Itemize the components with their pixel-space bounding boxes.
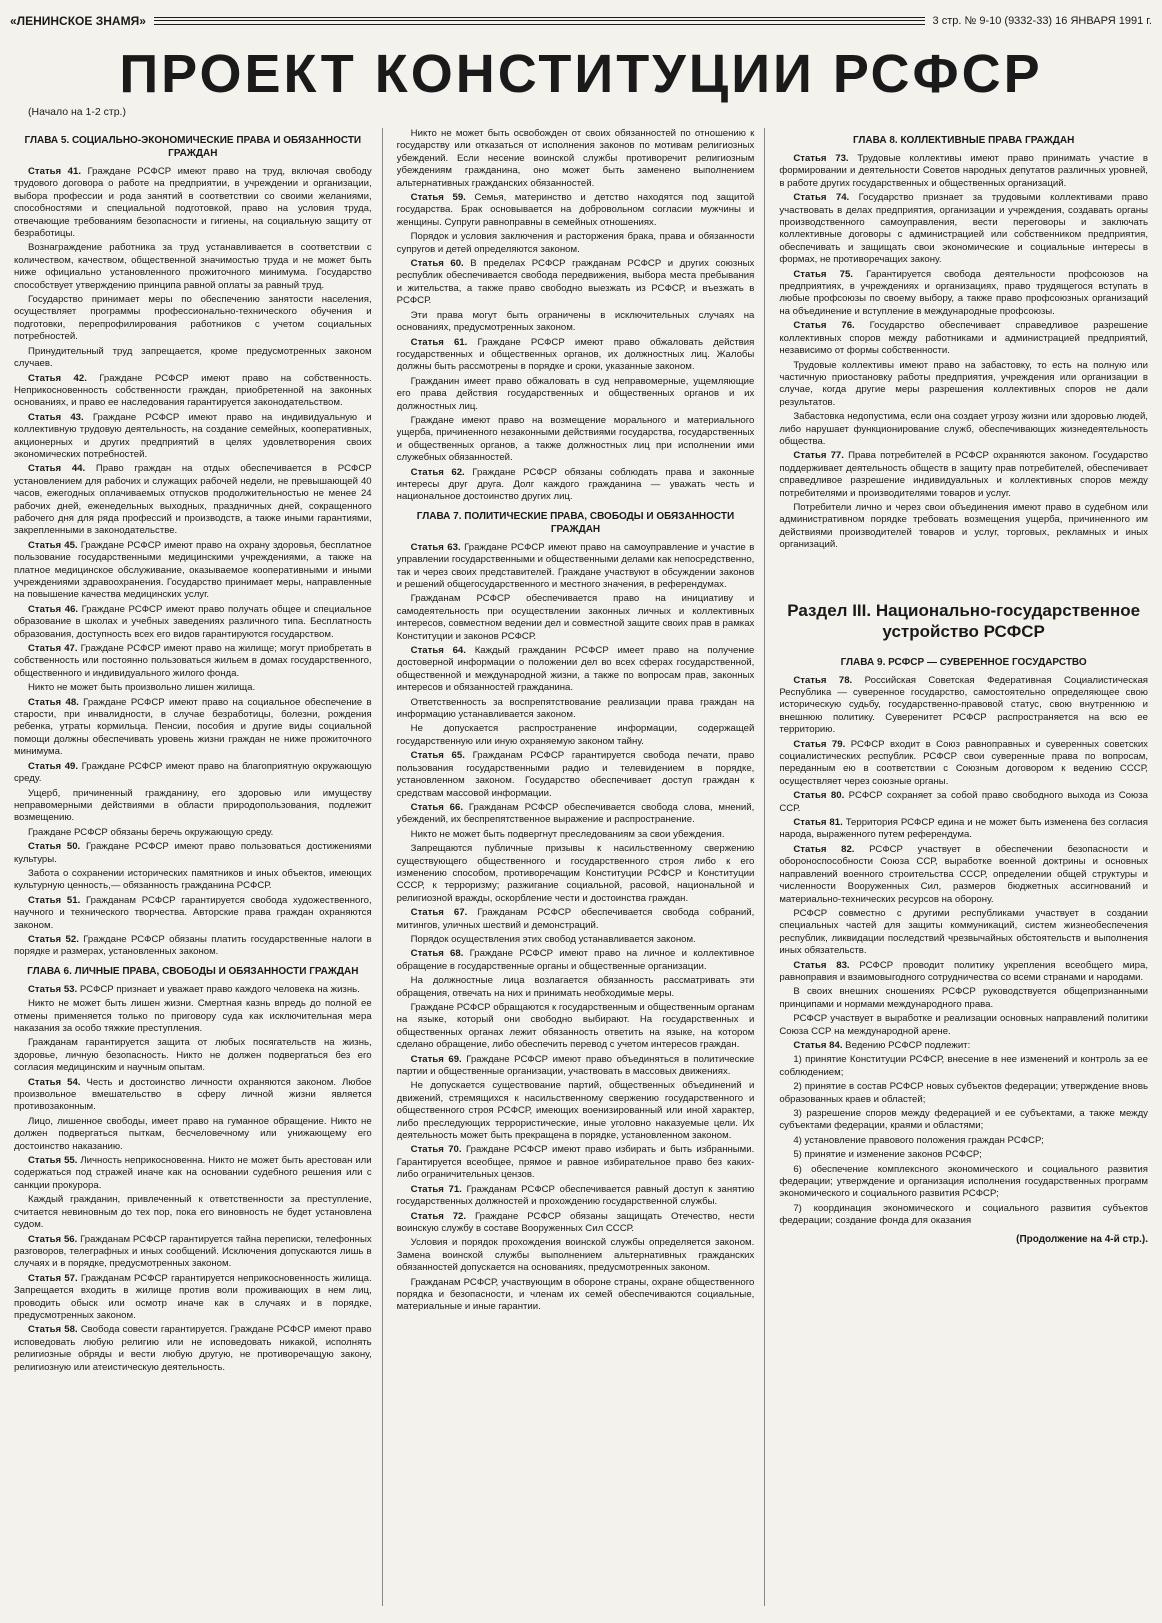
article-text: Гражданам РСФСР, участвующим в обороне страны, охране общественного порядка и безопасности, и членам их семей обеспечиваются социальные, материальные и иные гарантии. xyxy=(396,1276,755,1313)
article-text: Граждане РСФСР имеют право на личное и коллективное обращение в государственные органы и общественные организации. xyxy=(396,948,755,972)
article-paragraph xyxy=(14,984,372,996)
article-paragraph xyxy=(397,907,755,932)
article-number: Статья 69. xyxy=(410,1053,462,1065)
article-number: Статья 46. xyxy=(28,603,79,615)
article-number: Статья 59. xyxy=(410,192,466,204)
article-paragraph xyxy=(779,675,1148,737)
article-paragraph xyxy=(779,320,1148,357)
article-text: РСФСР участвует в выработке и реализации основных направлений политики Союза ССР на международной арене. xyxy=(779,1013,1148,1037)
article-paragraph xyxy=(14,1273,372,1323)
article-paragraph xyxy=(779,817,1148,842)
article-paragraph xyxy=(779,844,1148,906)
article-number: Статья 41. xyxy=(28,166,81,177)
article-number: Статья 71. xyxy=(410,1183,462,1195)
article-text: Граждане РСФСР обязаны соблюдать права и законные интересы друг друга. Долг каждого гражданина — уважать честь и национальное достоинство других лиц. xyxy=(396,466,755,503)
article-paragraph xyxy=(779,1203,1148,1228)
article-text: Никто не может быть лишен жизни. Смертная казнь впредь до полной ее отмены применяется только по приговору суда как исключительная мера наказания за особо тяжкие преступления. xyxy=(14,998,372,1034)
article-paragraph xyxy=(14,827,372,839)
section-heading: Раздел III. Национально-государственное устройство РСФСР xyxy=(787,600,1141,641)
article-text: Ведению РСФСР подлежит: xyxy=(845,1039,971,1051)
article-number: Статья 72. xyxy=(410,1210,467,1222)
article-text: 1) принятие Конституции РСФСР, внесение в нее изменений и контроль за ее соблюдением; xyxy=(779,1054,1148,1078)
article-text: Гражданам РСФСР обеспечивается право на инициативу и самодеятельность при осуществлении законных личных и коллективных интересов, совместном ведении дел и совместной защите своих прав в рамках Конституции и законов РСФСР. xyxy=(396,593,755,642)
article-paragraph xyxy=(779,960,1148,985)
article-paragraph xyxy=(14,761,372,786)
article-text: РСФСР проводит политику укрепления всеобщего мира, равноправия и взаимовыгодного сотрудничества со всеми странами и народами. xyxy=(779,959,1148,983)
article-text: Забастовка недопустима, если она создает угрозу жизни или здоровью людей, либо нарушает функционирование служб, обеспечивающих жизнедеятельность общества. xyxy=(779,411,1148,447)
article-columns xyxy=(14,128,1148,1606)
article-paragraph xyxy=(14,998,372,1035)
article-number: Статья 74. xyxy=(793,192,850,204)
article-number: Статья 44. xyxy=(28,463,86,475)
article-paragraph xyxy=(779,1013,1148,1038)
article-number: Статья 81. xyxy=(793,817,843,829)
article-text: Государство признает за трудовыми коллективами право участвовать в делах предприятия, организации и учреждения, создавать органы производственного самоуправления, вести переговоры и заключать коллективные договоры с администрацией или собственником предприятия, обеспечивать и защищать свои экономические и социальные интересы в формах, не противоречащих закону. xyxy=(779,192,1148,266)
article-text: Граждане РСФСР имеют право на собственность. Неприкосновенность собственности граждан, приобретенной на законных основаниях, и право ее наследования гарантируется законодательством. xyxy=(14,372,372,409)
article-paragraph xyxy=(397,310,755,335)
article-paragraph xyxy=(14,1155,372,1192)
article-text: 6) обеспечение комплексного экономического и социального развития федерации; утверждение и организация исполнения государственных программ экономического и социального развития РСФСР; xyxy=(779,1163,1148,1200)
article-text: РСФСР входит в Союз равноправных и суверенных советских социалистических республик. РСФСР свои суверенные права по вопросам, переданным ею в соответствии с Союзным договором к ведению СССР, осуществляет через союзные органы. xyxy=(779,738,1148,787)
article-paragraph xyxy=(779,1135,1148,1147)
masthead xyxy=(10,10,1152,32)
article-paragraph xyxy=(14,1077,372,1114)
article-paragraph xyxy=(779,790,1148,815)
article-number: Статья 58. xyxy=(28,1324,78,1336)
article-paragraph xyxy=(779,153,1148,190)
article-number: Статья 73. xyxy=(793,153,849,164)
article-number: Статья 42. xyxy=(28,372,87,384)
article-number: Статья 66. xyxy=(410,801,463,813)
article-paragraph xyxy=(779,739,1148,789)
article-paragraph xyxy=(397,337,755,374)
article-paragraph xyxy=(14,604,372,641)
article-number: Статья 77. xyxy=(793,450,844,462)
article-paragraph xyxy=(779,192,1148,266)
article-paragraph xyxy=(397,723,755,748)
article-text: Личность неприкосновенна. Никто не может быть арестован или содержаться под стражей иначе как на основании судебного решения или с санкции прокурора. xyxy=(14,1155,372,1191)
article-paragraph xyxy=(779,908,1148,958)
article-text: Принудительный труд запрещается, кроме предусмотренных законом случаев. xyxy=(14,345,372,370)
article-text: Лицо, лишенное свободы, имеет право на гуманное обращение. Никто не должен подвергаться пыткам, бесчеловечному или унижающему его достоинство наказанию. xyxy=(14,1115,372,1152)
article-paragraph xyxy=(14,895,372,932)
article-paragraph xyxy=(14,463,372,537)
article-text: РСФСР совместно с другими республиками участвует в создании специальных частей для защиты коммуникаций, систем жизнеобеспечения республик, ликвидации последствий чрезвычайных обстоятельств и выполнения иных обязательств. xyxy=(779,907,1148,957)
article-text: Государство обеспечивает справедливое разрешение коллективных споров между работниками и администрацией предприятий, независимо от формы собственности. xyxy=(779,320,1148,357)
chapter-heading: ГЛАВА 7. ПОЛИТИЧЕСКИЕ ПРАВА, СВОБОДЫ И ОБЯЗАННОСТИ ГРАЖДАН xyxy=(416,510,735,535)
article-text: Гражданам РСФСР обеспечивается равный доступ к занятию государственных должностей и прохождению государственной службы. xyxy=(396,1183,755,1208)
article-number: Статья 49. xyxy=(28,760,79,772)
article-text: Семья, материнство и детство находятся под защитой государства. Брак основывается на добровольном согласии мужчины и женщины. Супруги равноправны в семейных отношениях. xyxy=(396,192,755,228)
article-text: Граждане РСФСР обязаны беречь окружающую среду. xyxy=(28,826,274,838)
article-text: Никто не может быть освобожден от своих обязанностей по отношению к государству или отказаться от исполнения законов по мотивам религиозных убеждений. Если несение воинской службы противоречит религиозным убеждениям гражданина, оно может быть заменено выполнением альтернативных гражданских обязанностей. xyxy=(396,128,755,189)
article-paragraph xyxy=(779,1164,1148,1201)
article-paragraph xyxy=(397,1002,755,1052)
article-text: 3) разрешение споров между федерацией и ее субъектами, а также между субъектами федерации, краями и областями; xyxy=(779,1108,1148,1132)
article-paragraph xyxy=(397,1080,755,1142)
article-text: Граждане РСФСР имеют право избирать и быть избранными. Гарантируется всеобщее, прямое и равное избирательное право без каких-либо ограничительных цензов. xyxy=(396,1144,755,1181)
article-paragraph xyxy=(14,868,372,893)
article-paragraph xyxy=(397,1237,755,1274)
article-paragraph xyxy=(397,975,755,1000)
article-paragraph xyxy=(14,1116,372,1153)
article-text: Граждане РСФСР имеют право пользоваться достижениями культуры. xyxy=(14,841,372,865)
article-paragraph xyxy=(397,802,755,827)
article-text: Российская Советская Федеративная Социалистическая Республика — суверенное государство, самостоятельно определяющее свою историческую судьбу, государственно-правовой статус, свою внутреннюю и внешнюю политику. Суверенитет РСФСР распространяется на всю ее территорию. xyxy=(779,674,1148,736)
page-title: ПРОЕКТ КОНСТИТУЦИИ РСФСР xyxy=(119,44,1043,104)
article-paragraph xyxy=(779,1108,1148,1133)
article-paragraph xyxy=(397,192,755,229)
article-paragraph xyxy=(14,841,372,866)
article-paragraph xyxy=(397,376,755,413)
issue-info: 3 стр. № 9-10 (9332-33) 16 ЯНВАРЯ 1991 г. xyxy=(932,15,1152,27)
article-paragraph xyxy=(14,788,372,825)
article-text: Граждане РСФСР обязаны платить государственные налоги в порядке и размерах, установленных законом. xyxy=(14,933,372,958)
article-text: Граждане РСФСР имеют право объединяться в политические партии и общественные организации, участвовать в массовых движениях. xyxy=(396,1053,755,1078)
article-paragraph xyxy=(397,697,755,722)
article-text: Порядок осуществления этих свобод устанавливается законом. xyxy=(410,933,696,945)
article-number: Статья 70. xyxy=(410,1144,462,1156)
chapter-heading: ГЛАВА 6. ЛИЧНЫЕ ПРАВА, СВОБОДЫ И ОБЯЗАННОСТИ ГРАЖДАН xyxy=(27,965,359,977)
article-text: Гражданам РСФСР гарантируется свобода печати, право пользования государственными радио и телевидением в порядке, установленном законом. Государство обеспечивает доступ граждан к средствам массовой информации. xyxy=(396,750,755,799)
article-number: Статья 55. xyxy=(28,1155,78,1167)
article-text: Граждане РСФСР имеют право на индивидуальную и коллективную трудовую деятельность, на создание семейных, кооперативных, акционерных и других предприятий в целях удовлетворения своих экономических потребностей. xyxy=(14,411,372,460)
article-number: Статья 63. xyxy=(410,541,461,553)
article-paragraph xyxy=(397,1277,755,1314)
article-text: Гражданам гарантируется защита от любых посягательств на жизнь, здоровье, личную безопасность. Никто не должен подвергаться без его согласия медицинским и научным опытам. xyxy=(14,1037,372,1074)
article-text: Граждане РСФСР имеют право на самоуправление и участие в управлении государственными и общественными делами как непосредственно, так и через своих представителей. Граждане участвуют в обсуждении законов и решений общегосударственного и местного значения, в референдумах. xyxy=(396,541,755,590)
article-text: Эти права могут быть ограничены в исключительных случаях на основаниях, предусмотренных законом. xyxy=(396,309,755,334)
article-number: Статья 64. xyxy=(410,645,466,657)
article-number: Статья 45. xyxy=(28,539,78,551)
article-paragraph xyxy=(779,1054,1148,1079)
article-text: Государство принимает меры по обеспечению занятости населения, осуществляет программы профессионально-технического обучения и подготовки, перепрофилирования работников с учетом социальных потребностей. xyxy=(14,294,372,343)
article-paragraph xyxy=(779,502,1148,552)
article-number: Статья 83. xyxy=(793,959,850,971)
article-paragraph xyxy=(14,242,372,292)
column-1 xyxy=(14,128,383,1606)
article-text: Никто не может быть подвергнут преследованиям за свои убеждения. xyxy=(410,828,725,840)
article-paragraph xyxy=(14,1037,372,1074)
article-number: Статья 50. xyxy=(28,841,81,853)
article-number: Статья 47. xyxy=(28,643,78,655)
article-paragraph xyxy=(397,542,755,592)
article-number: Статья 67. xyxy=(410,907,468,919)
article-text: Граждане РСФСР обращаются к государственным и общественным органам на языке, который они свободно выбирают. На государственных и общественных органах лежит обязанность ответить на языке, на котором сделано обращение, либо обеспечить перевод с учетом интересов граждан. xyxy=(396,1002,755,1051)
article-number: Статья 75. xyxy=(793,268,853,280)
article-paragraph xyxy=(14,697,372,759)
article-paragraph xyxy=(14,373,372,410)
article-text: 2) принятие в состав РСФСР новых субъектов федерации; утверждение вновь образованных краев и областей; xyxy=(779,1081,1148,1105)
article-paragraph xyxy=(779,986,1148,1011)
article-text: Граждане РСФСР имеют право на труд, включая свободу трудового договора о работе на предприятии, в учреждении и организации, выбора профессии и рода занятий в соответствии со своими желаниями, способностями и специальной подготовкой, право на условия труда, отвечающие требованиям безопасности и гигиены, на социальную защиту от безработицы. xyxy=(14,166,372,240)
article-paragraph xyxy=(779,269,1148,319)
article-paragraph xyxy=(397,1211,755,1236)
article-text: 7) координация экономического и социального развития субъектов федерации; создание фонда для оказания xyxy=(779,1202,1148,1227)
article-paragraph xyxy=(397,415,755,465)
article-paragraph xyxy=(779,450,1148,500)
masthead-rule xyxy=(154,17,925,25)
article-text: В своих внешних сношениях РСФСР руководствуется общепризнанными принципами и нормами международного права. xyxy=(779,986,1148,1010)
column-2 xyxy=(397,128,766,1606)
article-text: Порядок и условия заключения и расторжения брака, права и обязанности супругов и детей определяются законом. xyxy=(396,231,755,255)
article-text: В пределах РСФСР гражданам РСФСР и других союзных республик обеспечивается свобода передвижения, выбора места пребывания и жительства, а также право свободно выезжать из РСФСР, и въезжать в РСФСР. xyxy=(396,258,755,307)
article-text: Трудовые коллективы имеют право принимать участие в формировании и деятельности Советов народных депутатов различных уровней, в работе других государственных и общественных организаций. xyxy=(779,153,1148,189)
article-paragraph xyxy=(14,1194,372,1231)
article-text: Свобода совести гарантируется. Граждане РСФСР имеют право исповедовать любую религию или не исповедовать никакой, исполнять религиозные обряды и вести любую другую, не противоречащую закону, религиозную или атеистическую деятельность. xyxy=(14,1324,372,1373)
article-number: Статья 60. xyxy=(410,258,464,270)
article-text: Право граждан на отдых обеспечивается в РСФСР установлением для рабочих и служащих рабочей недели, не превышающей 40 часов, ежегодных оплачиваемых отпусков продолжительностью не менее 24 рабочих дней, еженедельных выходных, праздничных дней, сокращенного рабочего дня для ряда профессий и производств, а также иными гарантиями, закрепленными в законодательстве. xyxy=(14,463,372,537)
article-number: Статья 65. xyxy=(410,750,465,762)
article-text: Граждане РСФСР имеют право получать общее и специальное образование в школах и учебных заведениях различного типа. Бесплатность образования, доступность всех его видов гарантируются государством. xyxy=(14,603,372,640)
article-text: Территория РСФСР едина и не может быть изменена без согласия народа, выраженного путем референдума. xyxy=(779,817,1148,841)
article-number: Статья 68. xyxy=(410,948,464,960)
article-text: Ущерб, причиненный гражданину, его здоровью или имуществу неправомерными действиями в области природопользования, подлежит возмещению. xyxy=(14,787,372,824)
article-paragraph xyxy=(397,593,755,643)
article-number: Статья 48. xyxy=(28,696,79,708)
article-text: Граждане РСФСР имеют право на благоприятную окружающую среду. xyxy=(14,760,372,785)
article-text: Забота о сохранении исторических памятников и иных объектов, имеющих культурную ценность,— обязанность гражданина РСФСР. xyxy=(14,867,372,892)
article-number: Статья 82. xyxy=(793,843,855,855)
continued-note: (Продолжение на 4-й стр.). xyxy=(1016,1233,1148,1245)
article-text: Запрещаются публичные призывы к насильственному свержению существующего общественного и государственного строя либо к его изменению способом, противоречащим Конституции РСФСР и Конституции СССР, к терроризму; разжигание социальной, расовой, национальной и религиозной вражды, оскорбление чести и достоинства граждан. xyxy=(396,843,755,904)
article-text: Гражданин имеет право обжаловать в суд неправомерные, ущемляющие его права действия государственных и общественных органов и их должностных лиц. xyxy=(396,375,755,412)
article-text: РСФСР сохраняет за собой право свободного выхода из Союза ССР. xyxy=(779,790,1148,814)
article-paragraph xyxy=(397,1144,755,1181)
article-text: На должностные лица возлагается обязанность рассматривать эти обращения, отвечать на них и принимать необходимые меры. xyxy=(396,975,755,999)
chapter-heading: ГЛАВА 9. РСФСР — СУВЕРЕННОЕ ГОСУДАРСТВО xyxy=(840,656,1087,668)
article-number: Статья 54. xyxy=(28,1076,81,1088)
article-text: Потребители лично и через свои объединения имеют право в судебном или административном порядке требовать возмещения ущерба, причиненного им действиями производителей товаров и услуг, торговых, рекламных и иных организаций. xyxy=(779,501,1148,551)
chapter-heading: ГЛАВА 8. КОЛЛЕКТИВНЫЕ ПРАВА ГРАЖДАН xyxy=(852,135,1075,146)
article-number: Статья 80. xyxy=(793,790,845,802)
article-paragraph xyxy=(14,682,372,694)
article-number: Статья 84. xyxy=(793,1039,843,1051)
article-number: Статья 53. xyxy=(28,983,78,995)
article-text: РСФСР признает и уважает право каждого человека на жизнь. xyxy=(79,983,360,995)
article-paragraph xyxy=(397,231,755,256)
article-text: Не допускается существование партий, общественных объединений и движений, стремящихся к насильственному свержению государственного и общественного строя РСФСР, имеющих военизированный или иной характер, либо преследующих террористические, иные уголовно наказуемые цели. Их деятельность может быть прекращена в порядке, установленном законом. xyxy=(396,1080,755,1142)
article-paragraph xyxy=(397,1054,755,1079)
article-number: Статья 51. xyxy=(28,894,81,906)
article-paragraph xyxy=(14,934,372,959)
article-number: Статья 79. xyxy=(793,738,846,750)
newspaper-name: «ЛЕНИНСКОЕ ЗНАМЯ» xyxy=(10,14,146,28)
chapter-heading: ГЛАВА 5. СОЦИАЛЬНО-ЭКОНОМИЧЕСКИЕ ПРАВА И ОБЯЗАННОСТИ ГРАЖДАН xyxy=(24,135,362,159)
article-text: Вознаграждение работника за труд устанавливается в соответствии с количеством, качеством, общественной значимостью труда и не может быть ниже официально установленного прожиточного минимума. Государство способствует утверждению принципа равной оплаты за равный труд. xyxy=(14,242,372,291)
article-text: Граждане РСФСР имеют право на охрану здоровья, бесплатное пользование государственными медицинскими учреждениями, а также на платное медицинское обслуживание, оказываемое кооперативными и иными учреждениями здравоохранения. Государство принимает меры, направленные на повышение качества медицинских услуг. xyxy=(14,539,372,601)
start-note: (Начало на 1-2 стр.) xyxy=(28,106,126,118)
article-text: Граждане РСФСР имеют право на социальное обеспечение в старости, при инвалидности, в случае безработицы, болезни, рождения ребенка, утраты кормильца. Пенсии, пособия и другие виды социальной помощи должны обеспечивать уровень жизни граждан не ниже прожиточного минимума. xyxy=(14,696,372,758)
article-paragraph xyxy=(14,346,372,371)
article-text: Каждый гражданин, привлеченный к ответственности за преступление, считается невиновным до тех пор, пока его виновность не будет установлена судом. xyxy=(14,1194,372,1231)
article-text: Каждый гражданин РСФСР имеет право на получение достоверной информации о положении дел во всех сферах государственной, общественной и международной жизни, а также по вопросам прав, законных интересов и обязанностей гражданина. xyxy=(396,645,755,694)
article-paragraph xyxy=(397,128,755,190)
article-paragraph xyxy=(14,294,372,344)
article-number: Статья 78. xyxy=(793,674,853,686)
article-text: Честь и достоинство личности охраняются законом. Любое произвольное вмешательство в сферу личной жизни является противозаконным. xyxy=(14,1076,372,1113)
article-paragraph xyxy=(397,1184,755,1209)
article-paragraph xyxy=(397,750,755,800)
article-number: Статья 76. xyxy=(793,320,855,332)
article-paragraph xyxy=(779,1081,1148,1106)
article-paragraph xyxy=(397,258,755,308)
article-paragraph xyxy=(14,540,372,602)
article-text: Ответственность за воспрепятствование реализации права граждан на информацию устанавливается законом. xyxy=(396,696,755,721)
article-paragraph xyxy=(397,948,755,973)
article-paragraph xyxy=(14,412,372,462)
article-number: Статья 43. xyxy=(28,411,84,423)
article-paragraph xyxy=(397,829,755,841)
article-number: Статья 62. xyxy=(410,466,465,478)
article-number: Статья 61. xyxy=(410,336,468,348)
article-text: Права потребителей в РСФСР охраняются законом. Государство поддерживает деятельность обществ в защиту прав потребителей, обеспечивает справедливое разрешение индивидуальных и коллективных споров между потребителями и производителями товаров и услуг. xyxy=(779,450,1148,499)
article-paragraph xyxy=(397,843,755,905)
article-text: РСФСР участвует в обеспечении безопасности и обороноспособности Союза ССР, выработке военной доктрины и основных направлений военного строительства СССР, определении общей структуры и численности Вооруженных Сил, размеров бюджетных ассигнований и материально-технических ресурсов на оборону. xyxy=(779,843,1148,905)
article-paragraph xyxy=(14,1234,372,1271)
article-text: 5) принятие и изменение законов РСФСР; xyxy=(793,1149,982,1161)
article-paragraph xyxy=(779,360,1148,410)
article-text: Гражданам РСФСР гарантируется свобода художественного, научного и технического творчества. Авторские права граждан охраняются законом. xyxy=(14,894,372,931)
article-paragraph xyxy=(14,166,372,240)
article-text: 4) установление правового положения граждан РСФСР; xyxy=(793,1134,1044,1146)
article-text: Не допускается распространение информации, содержащей государственную или иную охраняемую законом тайну. xyxy=(396,723,755,747)
article-text: Условия и порядок прохождения воинской службы определяется законом. Замена воинской службы выполнением альтернативных гражданских обязанностей допускается на основаниях, предусмотренных законом. xyxy=(396,1237,755,1274)
article-paragraph xyxy=(779,411,1148,448)
article-text: Граждане РСФСР имеют право на жилище; могут приобретать в собственность или постоянно пользоваться жильем в домах государственного, общественного и индивидуального жилого фонда. xyxy=(14,643,372,679)
article-text: Никто не может быть произвольно лишен жилища. xyxy=(28,682,256,694)
article-number: Статья 57. xyxy=(28,1272,78,1284)
article-text: Граждане РСФСР имеют право обжаловать действия государственных и общественных органов, их должностных лиц. Жалобы должны быть рассмотрены в порядке и сроки, указанные законом. xyxy=(396,336,755,373)
article-paragraph xyxy=(14,643,372,680)
column-3 xyxy=(779,128,1148,1606)
article-paragraph xyxy=(14,1324,372,1374)
article-text: Гражданам РСФСР гарантируется тайна переписки, телефонных разговоров, телеграфных и иных сообщений. Исключения допускаются лишь в случаях и в порядке, предусмотренных законом. xyxy=(14,1233,372,1270)
article-number: Статья 52. xyxy=(28,933,79,945)
article-text: Гражданам РСФСР обеспечивается свобода слова, мнений, убеждений, их беспрепятственное выражение и распространение. xyxy=(396,801,755,826)
article-text: Гарантируется свобода деятельности профсоюзов на предприятиях, в учреждениях и организациях, право трудящегося вступать в любые профсоюзы по своему выбору, а также право профсоюзных организаций на объединение и вступление в международные профсоюзы. xyxy=(779,268,1148,317)
article-text: Гражданам РСФСР обеспечивается свобода собраний, митингов, уличных шествий и демонстраций. xyxy=(396,907,755,931)
article-text: Граждане РСФСР обязаны защищать Отечество, нести воинскую службу в составе Вооруженных Сил СССР. xyxy=(396,1210,755,1234)
article-number: Статья 56. xyxy=(28,1233,78,1245)
article-paragraph xyxy=(397,645,755,695)
article-text: Гражданам РСФСР гарантируется неприкосновенность жилища. Запрещается входить в жилище против воли проживающих в нем лиц, проводить обыск или осмотр иначе как в случаях и в порядке, предусмотренных законом. xyxy=(14,1272,372,1321)
article-text: Трудовые коллективы имеют право на забастовку, то есть на полную или частичную приостановку работы предприятия, учреждения или организации в случае, когда другие меры разрешения коллективных споров не дали результатов. xyxy=(779,359,1148,408)
article-paragraph xyxy=(397,467,755,504)
article-text: Граждане имеют право на возмещение морального и материального ущерба, причиненного незаконными действиями государства, государственных и общественных органов, а также должностных лиц при исполнении ими служебных обязанностей. xyxy=(396,414,755,464)
article-paragraph xyxy=(779,1040,1148,1052)
article-paragraph xyxy=(397,934,755,946)
article-paragraph xyxy=(779,1149,1148,1161)
